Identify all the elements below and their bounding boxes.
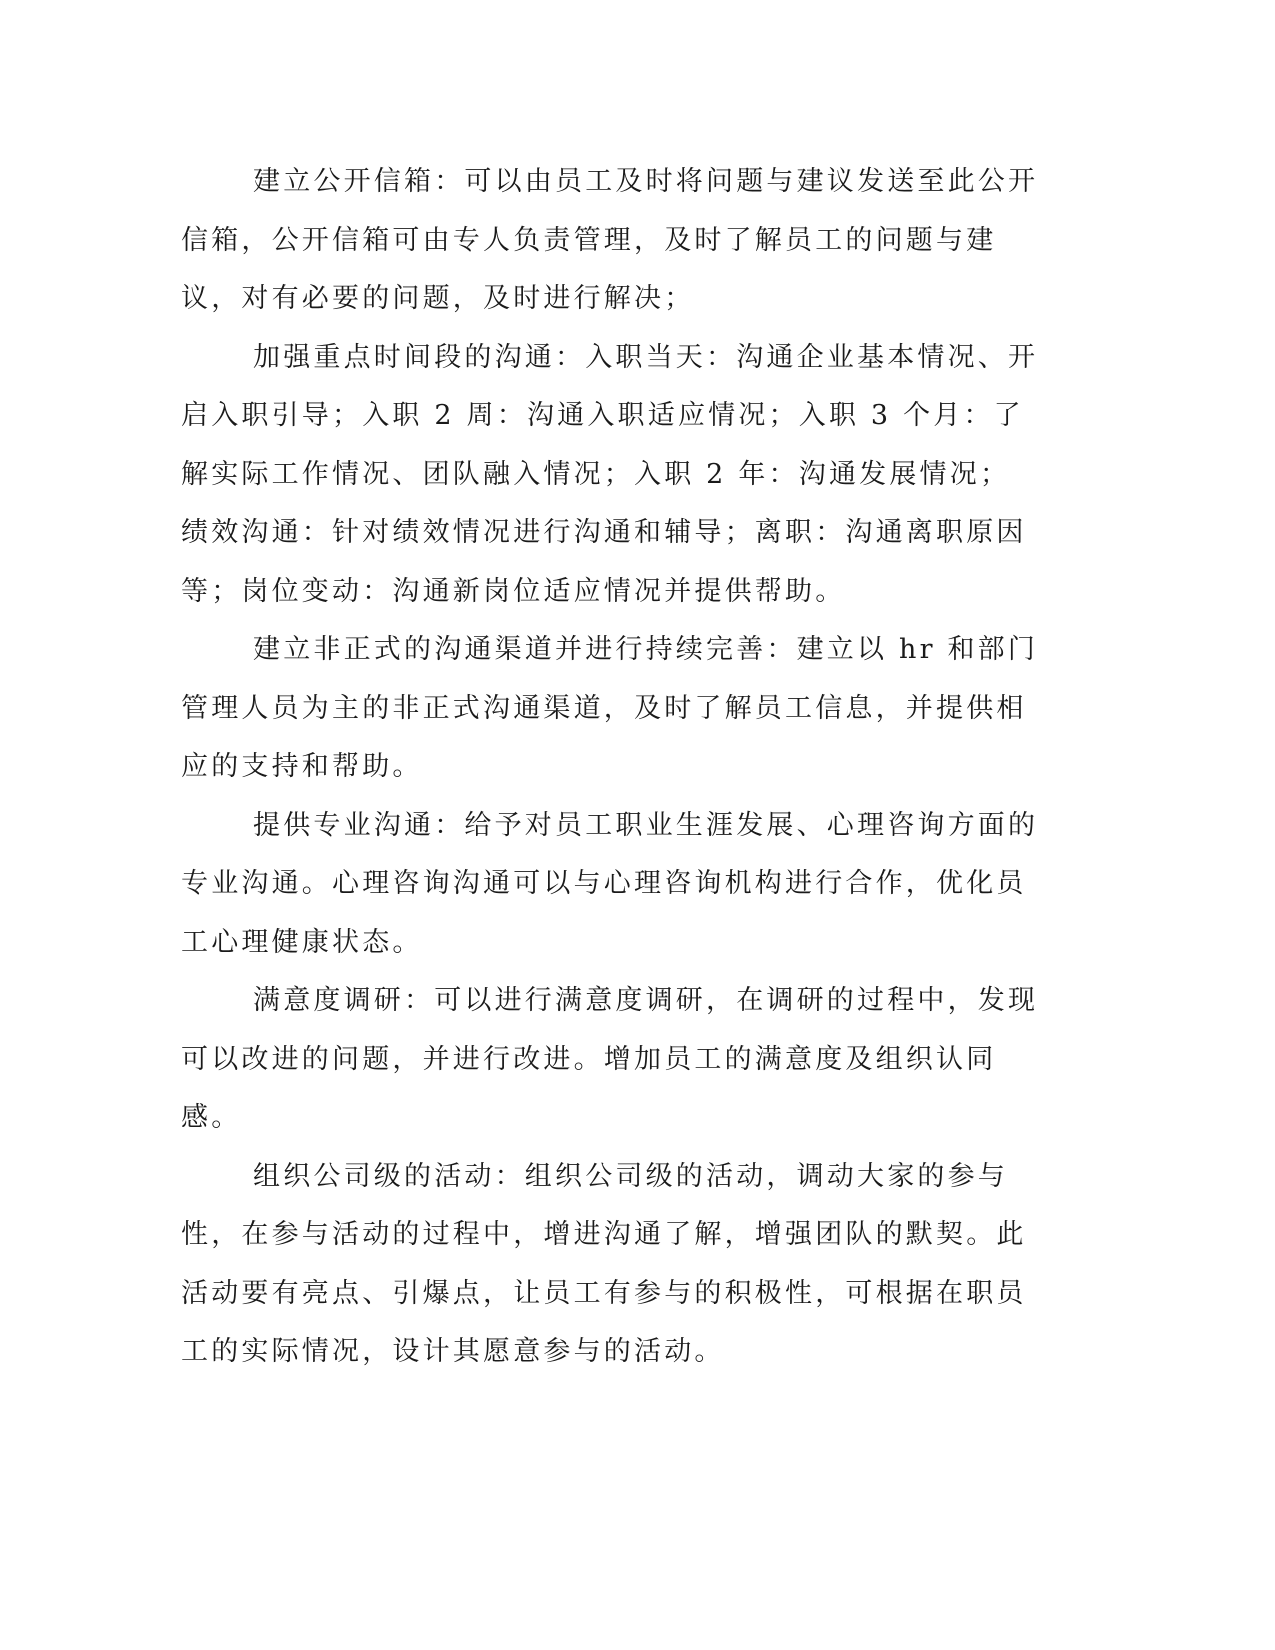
paragraph-key-period-communication: 加强重点时间段的沟通：入职当天：沟通企业基本情况、开启入职引导；入职 2 周：沟通入职适应情况；入职 3 个月：了解实际工作情况、团队融入情况；入职 2 年：沟通发展情况；绩效沟通：针对绩效情况进行沟通和辅导；离职：沟通离职原因等；岗位变动：沟通新岗位适应情况并提供帮助。 — [181, 341, 1039, 607]
paragraph-satisfaction-survey: 满意度调研：可以进行满意度调研，在调研的过程中，发现可以改进的问题，并进行改进。增加员工的满意度及组织认同感。 — [181, 985, 1039, 1133]
paragraph-informal-channel: 建立非正式的沟通渠道并进行持续完善：建立以 hr 和部门管理人员为主的非正式沟通渠道，及时了解员工信息，并提供相应的支持和帮助。 — [181, 634, 1039, 782]
document-body — [181, 153, 1039, 1382]
paragraph-company-activities: 组织公司级的活动：组织公司级的活动，调动大家的参与性，在参与活动的过程中，增进沟通了解，增强团队的默契。此活动要有亮点、引爆点，让员工有参与的积极性，可根据在职员工的实际情况，设计其愿意参与的活动。 — [181, 1160, 1027, 1367]
paragraph-public-mailbox: 建立公开信箱：可以由员工及时将问题与建议发送至此公开信箱，公开信箱可由专人负责管理，及时了解员工的问题与建议，对有必要的问题，及时进行解决； — [181, 166, 1039, 314]
paragraph-professional-communication: 提供专业沟通：给予对员工职业生涯发展、心理咨询方面的专业沟通。心理咨询沟通可以与心理咨询机构进行合作，优化员工心理健康状态。 — [181, 809, 1039, 958]
